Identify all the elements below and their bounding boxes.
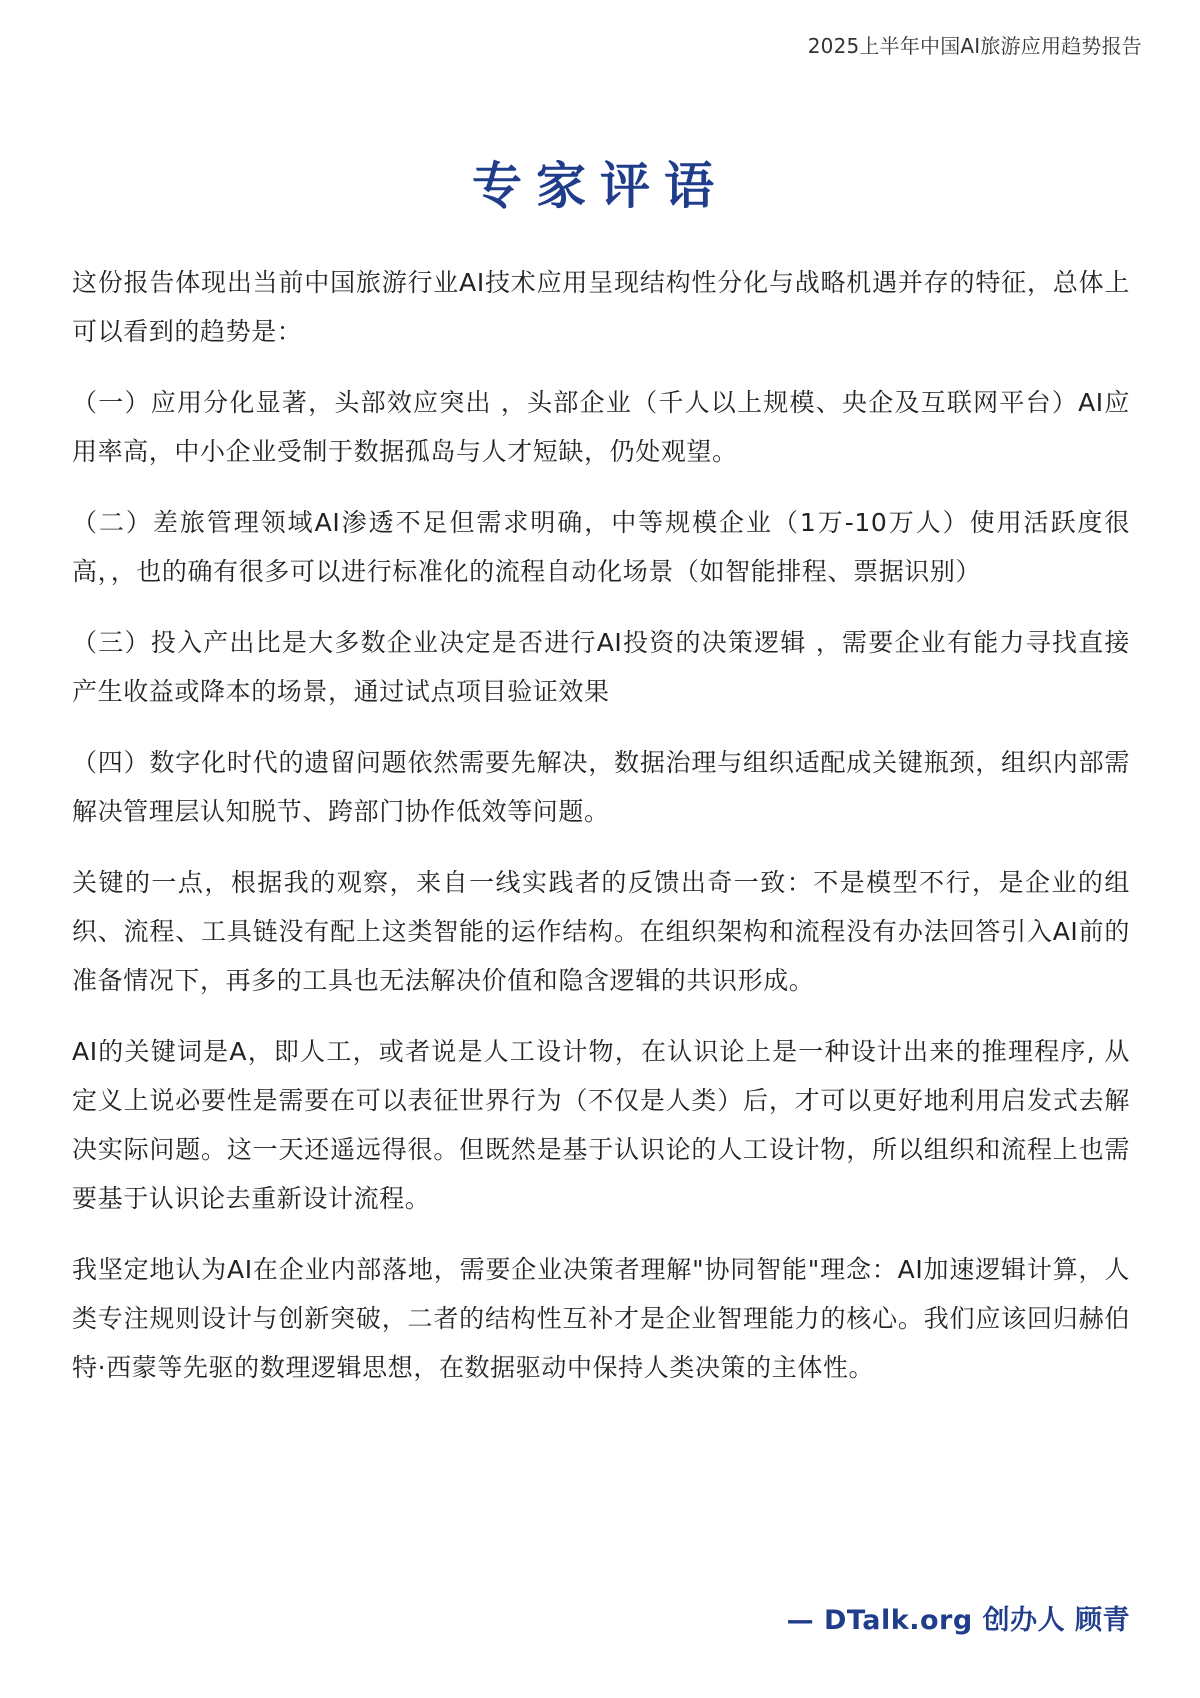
running-header: 2025上半年中国AI旅游应用趋势报告 (807, 34, 1142, 58)
page-title: 专家评语 (472, 157, 728, 215)
observation-paragraph: 关键的一点，根据我的观察，来自一线实践者的反馈出奇一致：不是模型不行，是企业的组织、流程、工具链没有配上这类智能的运作结构。在组织架构和流程没有办法回答引入AI前的准备情况下，再多的工具也无法解决价值和隐含逻辑的共识形成。 (72, 868, 1130, 995)
point-3-paragraph: （三）投入产出比是大多数企业决定是否进行AI投资的决策逻辑 ，需要企业有能力寻找直接产生收益或降本的场景，通过试点项目验证效果 (72, 628, 1131, 706)
point-1-paragraph: （一）应用分化显著，头部效应突出 ，头部企业（千人以上规模、央企及互联网平台）AI应用率高，中小企业受制于数据孤岛与人才短缺，仍处观望。 (72, 388, 1131, 466)
point-2-paragraph: （二）差旅管理领域AI渗透不足但需求明确，中等规模企业（1万-10万人）使用活跃度很高，，也的确有很多可以进行标准化的流程自动化场景（如智能排程、票据识别） (72, 508, 1130, 586)
intro-paragraph: 这份报告体现出当前中国旅游行业AI技术应用呈现结构性分化与战略机遇并存的特征，总体上可以看到的趋势是： (72, 268, 1130, 346)
point-4-paragraph: （四）数字化时代的遗留问题依然需要先解决，数据治理与组织适配成关键瓶颈，组织内部需解决管理层认知脱节、跨部门协作低效等问题。 (72, 748, 1130, 826)
ai-definition-paragraph: AI的关键词是A，即人工，或者说是人工设计物，在认识论上是一种设计出来的推理程序, 从定义上说必要性是需要在可以表征世界行为（不仅是人类）后，才可以更好地利用启发式去解决实际问题。这一天还遥远得很。但既然是基于认识论的人工设计物，所以组织和流程上也需要基于认识论去重新设计流程。 (72, 1037, 1130, 1213)
author-signature: — DTalk.org 创办人 顾青 (786, 1605, 1130, 1636)
body-content (72, 258, 1130, 1414)
conclusion-paragraph: 我坚定地认为AI在企业内部落地，需要企业决策者理解"协同智能"理念：AI加速逻辑计算，人类专注规则设计与创新突破，二者的结构性互补才是企业智理能力的核心。我们应该回归赫伯特·西蒙等先驱的数理逻辑思想，在数据驱动中保持人类决策的主体性。 (72, 1255, 1130, 1382)
